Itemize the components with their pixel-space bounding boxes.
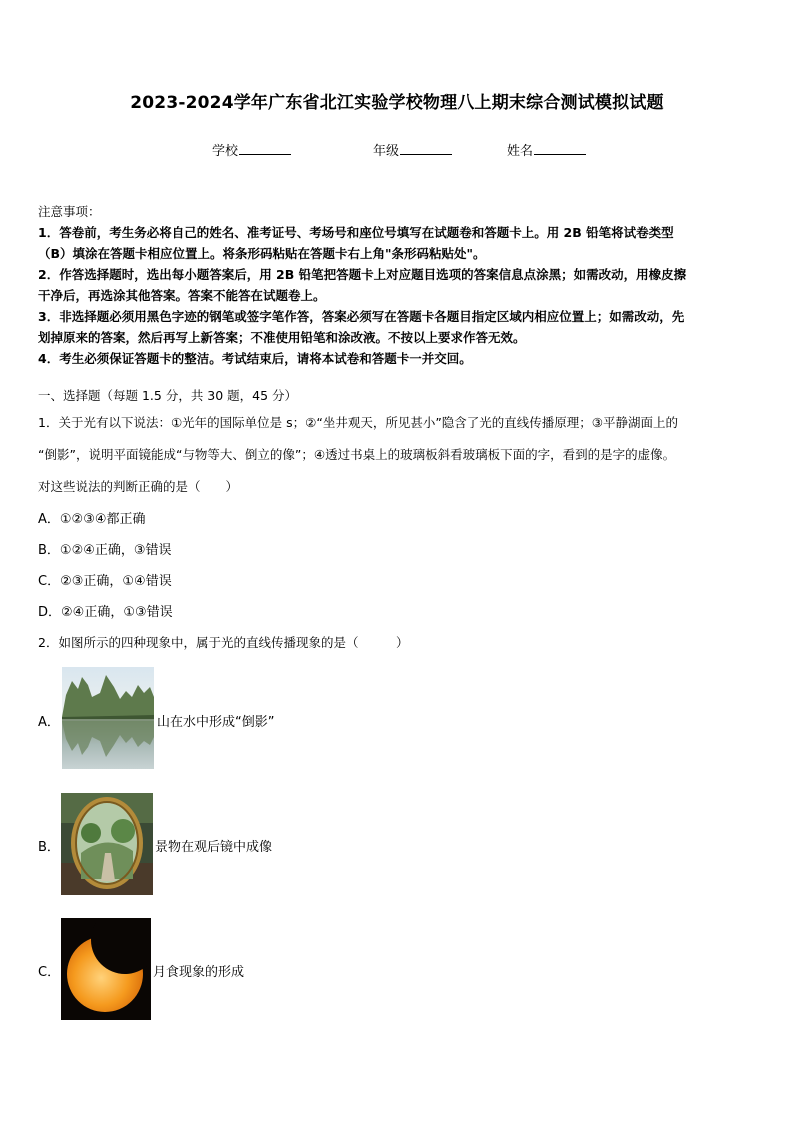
question-1-option-d[interactable]: D．②④正确，①③错误 <box>38 605 173 620</box>
notice-line: 2．作答选择题时，选出每小题答案后，用 2B 铅笔把答题卡上对应题目选项的答案信息点涂黑；如需改动，用橡皮擦 <box>38 267 687 282</box>
notice-heading: 注意事项： <box>38 204 101 219</box>
mountain-reflection-image <box>62 667 154 769</box>
school-blank[interactable] <box>239 142 291 155</box>
question-1-line-2: “倒影”，说明平面镜能成“与物等大、倒立的像”；④透过书桌上的玻璃板斜看玻璃板下面的字，看到的是字的虚像。 <box>38 447 676 462</box>
notice-line: 划掉原来的答案，然后再写上新答案；不准使用铅笔和涂改液。不按以上要求作答无效。 <box>38 330 526 345</box>
question-1-option-c[interactable]: C．②③正确，①④错误 <box>38 574 172 589</box>
eclipse-image <box>61 918 151 1020</box>
name-blank[interactable] <box>534 142 586 155</box>
question-2-option-b-letter[interactable]: B． <box>38 840 60 855</box>
school-label: 学校 <box>212 144 239 159</box>
question-2-stem: 2．如图所示的四种现象中，属于光的直线传播现象的是（ ） <box>38 635 409 650</box>
question-2-option-a-letter[interactable]: A． <box>38 715 60 730</box>
name-field[interactable] <box>507 140 586 159</box>
notice-line: 1．答卷前，考生务必将自己的姓名、准考证号、考场号和座位号填写在试题卷和答题卡上。用 2B 铅笔将试卷类型 <box>38 225 674 240</box>
page-title: 2023-2024学年广东省北江实验学校物理八上期末综合测试模拟试题 <box>130 93 664 113</box>
question-1-option-b[interactable]: B．①②④正确，③错误 <box>38 543 172 558</box>
question-1-option-a[interactable]: A．①②③④都正确 <box>38 512 146 527</box>
grade-blank[interactable] <box>400 142 452 155</box>
question-2-option-b-text[interactable]: 景物在观后镜中成像 <box>155 840 273 855</box>
question-2-option-a-text[interactable]: 山在水中形成“倒影” <box>157 715 275 730</box>
notice-line: 4．考生必须保证答题卡的整洁。考试结束后，请将本试卷和答题卡一并交回。 <box>38 351 472 366</box>
school-field[interactable] <box>212 140 291 159</box>
name-label: 姓名 <box>507 144 534 159</box>
question-1-line-3: 对这些说法的判断正确的是（ ） <box>38 479 239 494</box>
question-2-option-c-text[interactable]: 月食现象的形成 <box>153 965 245 980</box>
question-1-line-1: 1．关于光有以下说法：①光年的国际单位是 s；②“坐井观天，所见甚小”隐含了光的直线传播原理；③平静湖面上的 <box>38 415 679 430</box>
grade-field[interactable] <box>373 140 452 159</box>
notice-block <box>38 201 762 369</box>
notice-line: 干净后，再选涂其他答案。答案不能答在试题卷上。 <box>38 288 326 303</box>
rearview-mirror-image <box>61 793 153 895</box>
notice-line: 3．非选择题必须用黑色字迹的钢笔或签字笔作答，答案必须写在答题卡各题目指定区域内相应位置上；如需改动，先 <box>38 309 685 324</box>
grade-label: 年级 <box>373 144 400 159</box>
notice-line: （B）填涂在答题卡相应位置上。将条形码粘贴在答题卡右上角"条形码粘贴处"。 <box>38 246 486 261</box>
question-2-option-c-letter[interactable]: C． <box>38 965 61 980</box>
section-heading: 一、选择题（每题 1.5 分，共 30 题，45 分） <box>38 388 298 403</box>
